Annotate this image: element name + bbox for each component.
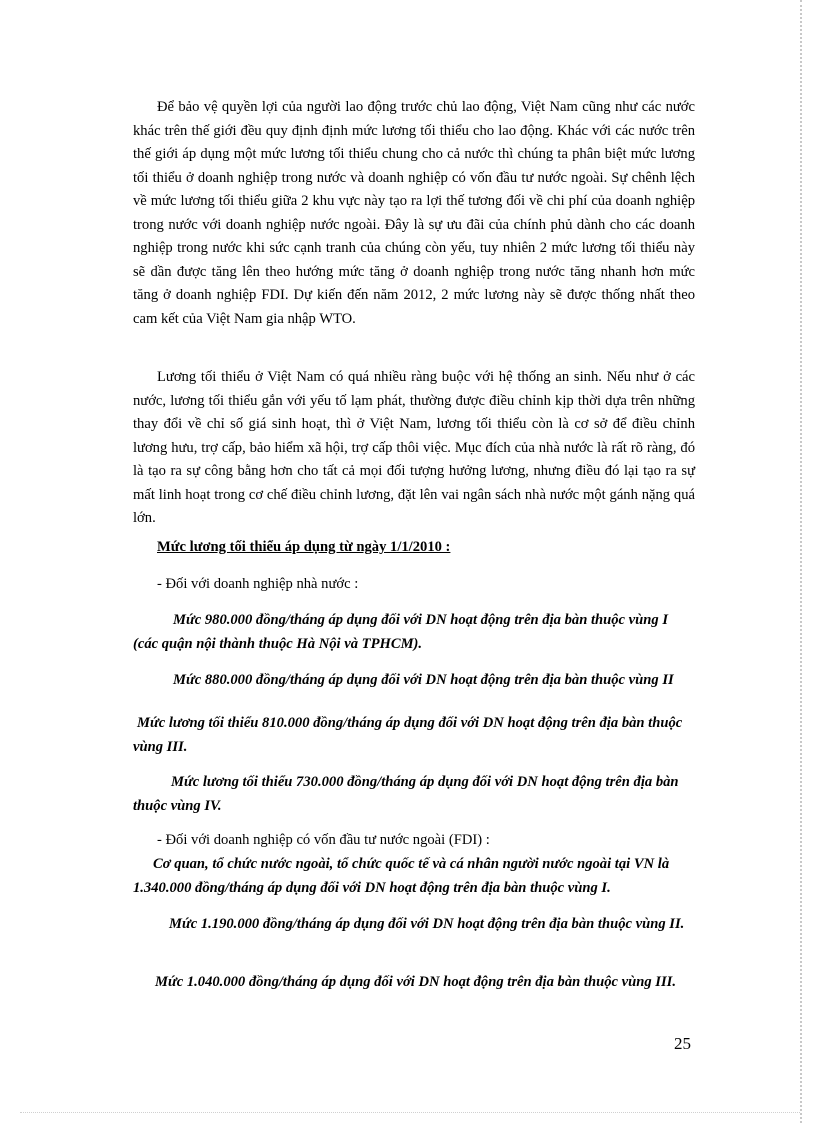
state-enterprise-label: - Đối với doanh nghiệp nhà nước : — [157, 576, 359, 592]
state-item-region-4: Mức lương tối thiểu 730.000 đồng/tháng áp dụng đối với DN hoạt động trên địa bàn thuộc vùng IV. — [133, 774, 679, 814]
paragraph-minimum-wage-constraints: Lương tối thiểu ở Việt Nam có quá nhiều ràng buộc với hệ thống an sinh. Nếu như ở các nước, lương tối thiểu gắn với yếu tố lạm phát, thường được điều chỉnh kịp thời dựa trên những thay đổi về chỉ số giá sinh hoạt, thì ở Việt Nam, lương tối thiểu còn là cơ sở để điều chỉnh lương hưu, trợ cấp, bảo hiểm xã hội, trợ cấp thôi việc. Mục đích của nhà nước là rất rõ ràng, đó là tạo ra sự công bằng hơn cho tất cả mọi đối tượng hưởng lương, nhưng điều đó lại tạo ra sự mất linh hoạt trong cơ chế điều chỉnh lương, đặt lên vai ngân sách nhà nước một gánh nặng quá lớn. — [133, 369, 695, 526]
paragraph-minimum-wage-intro: Để bảo vệ quyền lợi của người lao động trước chủ lao động, Việt Nam cũng như các nước khác trên thế giới đều quy định định mức lương tối thiểu cho lao động. Khác với các nước trên thế giới áp dụng một mức lương tối thiểu chung cho cả nước thì chúng ta phân biệt mức lương tối thiểu ở doanh nghiệp trong nước và doanh nghiệp có vốn đầu tư nước ngoài. Sự chênh lệch về mức lương tối thiểu giữa 2 khu vực này tạo ra lợi thế tương đối về chi phí của doanh nghiệp trong nước với doanh nghiệp nước ngoài. Đây là sự ưu đãi của chính phủ dành cho các doanh nghiệp trong nước khi sức cạnh tranh của chúng còn yếu, tuy nhiên 2 mức lương tối thiểu này sẽ dần được tăng lên theo hướng mức tăng ở doanh nghiệp trong nước tăng nhanh hơn mức tăng ở doanh nghiệp FDI. Dự kiến đến năm 2012, 2 mức lương này sẽ được thống nhất theo cam kết của Việt Nam gia nhập WTO. — [133, 99, 695, 327]
fdi-item-region-1: Cơ quan, tổ chức nước ngoài, tổ chức quốc tế và cá nhân người nước ngoài tại VN là 1.340.000 đồng/tháng áp dụng đối với DN hoạt động trên địa bàn thuộc vùng I. — [133, 856, 670, 896]
state-item-region-2: Mức 880.000 đồng/tháng áp dụng đối với DN hoạt động trên địa bàn thuộc vùng II — [173, 672, 674, 688]
state-item-region-3: Mức lương tối thiểu 810.000 đồng/tháng áp dụng đối với DN hoạt động trên địa bàn thuộc vùng III. — [133, 715, 683, 755]
state-item-region-1: Mức 980.000 đồng/tháng áp dụng đối với DN hoạt động trên địa bàn thuộc vùng I (các quận nội thành thuộc Hà Nội và TPHCM). — [133, 612, 669, 652]
fdi-item-region-3: Mức 1.040.000 đồng/tháng áp dụng đối với DN hoạt động trên địa bàn thuộc vùng III. — [155, 974, 676, 990]
page-border-bottom — [20, 1112, 800, 1113]
page-border-right — [800, 0, 804, 1123]
fdi-label: - Đối với doanh nghiệp có vốn đầu tư nước ngoài (FDI) : — [157, 832, 490, 848]
fdi-item-region-2: Mức 1.190.000 đồng/tháng áp dụng đối với DN hoạt động trên địa bàn thuộc vùng II. — [169, 916, 685, 932]
section-heading: Mức lương tối thiểu áp dụng từ ngày 1/1/2010 : — [157, 539, 451, 555]
page-number: 25 — [674, 1034, 691, 1053]
